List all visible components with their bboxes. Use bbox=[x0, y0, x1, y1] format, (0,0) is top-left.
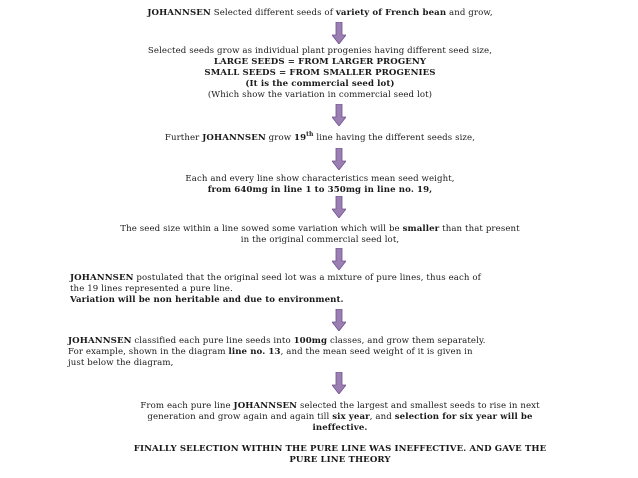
step-line bbox=[70, 273, 630, 284]
down-arrow-icon bbox=[332, 22, 346, 44]
text-run: and grow, bbox=[446, 8, 493, 18]
text-run: in the original commercial seed lot, bbox=[240, 235, 400, 245]
text-run: JOHANNSEN bbox=[70, 273, 134, 283]
step-six-year-selection bbox=[60, 401, 620, 434]
text-run: 100mg bbox=[293, 336, 328, 346]
text-run: Selected seeds grow as individual plant progenies having different seed size, bbox=[147, 46, 493, 56]
step-line bbox=[50, 46, 590, 57]
step-variation-within-line bbox=[50, 224, 590, 246]
text-run: classified each pure line seeds into bbox=[131, 336, 294, 346]
step-line bbox=[70, 284, 630, 295]
text-run: SMALL SEEDS = FROM SMALLER PROGENIES bbox=[204, 68, 436, 78]
step-line bbox=[68, 336, 628, 347]
text-run: JOHANNSEN bbox=[233, 401, 298, 411]
down-arrow-icon bbox=[332, 372, 346, 394]
step-grow-19-lines bbox=[50, 133, 590, 144]
text-run: FINALLY SELECTION WITHIN THE PURE LINE WAS INEFFECTIVE. AND GAVE THE bbox=[133, 444, 547, 454]
text-run: , and bbox=[369, 412, 395, 422]
step-line bbox=[68, 358, 628, 369]
step-line bbox=[70, 295, 630, 306]
text-run: 19 bbox=[294, 133, 307, 143]
step-line bbox=[50, 68, 590, 79]
step-line bbox=[60, 412, 620, 423]
step-line bbox=[50, 224, 590, 235]
text-run: For example, shown in the diagram bbox=[68, 347, 229, 357]
text-run: From each pure line bbox=[140, 401, 234, 411]
step-line bbox=[50, 174, 590, 185]
text-run: line having the different seeds size, bbox=[313, 133, 476, 143]
text-run: generation and grow again and again till bbox=[147, 412, 333, 422]
step-seed-progenies bbox=[50, 46, 590, 101]
text-run: (Which show the variation in commercial seed lot) bbox=[207, 90, 433, 100]
step-line bbox=[50, 79, 590, 90]
text-run: ineffective. bbox=[312, 423, 368, 433]
down-arrow-icon bbox=[332, 196, 346, 218]
text-run: Further bbox=[164, 133, 203, 143]
step-johannsen-selected-seeds bbox=[50, 8, 590, 19]
superscript-text: th bbox=[306, 131, 314, 139]
text-run: selected the largest and smallest seeds to rise in next bbox=[297, 401, 540, 411]
text-run: than that present bbox=[439, 224, 520, 234]
step-line bbox=[60, 423, 620, 434]
text-run: the 19 lines represented a pure line. bbox=[70, 284, 233, 294]
text-run: JOHANNSEN bbox=[147, 8, 211, 18]
step-line bbox=[68, 347, 628, 358]
text-run: smaller bbox=[402, 224, 440, 234]
text-run: just below the diagram, bbox=[68, 358, 174, 368]
step-100mg-classes bbox=[68, 336, 628, 369]
text-run: variety of French bean bbox=[335, 8, 447, 18]
text-run: postulated that the original seed lot was a mixture of pure lines, thus each of bbox=[133, 273, 481, 283]
down-arrow-icon bbox=[332, 248, 346, 270]
text-run: PURE LINE THEORY bbox=[289, 455, 391, 465]
text-run: The seed size within a line sowed some variation which will be bbox=[120, 224, 403, 234]
text-run: JOHANNSEN bbox=[202, 133, 266, 143]
text-run: six year bbox=[332, 412, 370, 422]
text-run: grow bbox=[265, 133, 294, 143]
step-pure-line-postulate bbox=[70, 273, 630, 306]
step-conclusion-pure-line-theory bbox=[60, 444, 620, 466]
step-mean-seed-weight bbox=[50, 174, 590, 196]
text-run: from 640mg in line 1 to 350mg in line no. 19, bbox=[207, 185, 433, 195]
down-arrow-icon bbox=[332, 104, 346, 126]
text-run: (It is the commercial seed lot) bbox=[245, 79, 395, 89]
step-line bbox=[50, 8, 590, 19]
text-run: Each and every line show characteristics mean seed weight, bbox=[185, 174, 455, 184]
step-line bbox=[60, 401, 620, 412]
text-run: Variation will be non heritable and due to environment. bbox=[70, 295, 344, 305]
text-run: LARGE SEEDS = FROM LARGER PROGENY bbox=[213, 57, 427, 67]
text-run: Selected different seeds of bbox=[210, 8, 336, 18]
step-line bbox=[50, 185, 590, 196]
down-arrow-icon bbox=[332, 148, 346, 170]
step-line bbox=[60, 444, 620, 455]
text-run: selection for six year will be bbox=[394, 412, 533, 422]
text-run: , and the mean seed weight of it is given in bbox=[280, 347, 473, 357]
text-run: JOHANNSEN bbox=[68, 336, 132, 346]
text-run: line no. 13 bbox=[228, 347, 281, 357]
step-line bbox=[50, 133, 590, 144]
step-line bbox=[50, 57, 590, 68]
text-run: classes, and grow them separately. bbox=[327, 336, 486, 346]
down-arrow-icon bbox=[332, 309, 346, 331]
step-line bbox=[50, 90, 590, 101]
step-line bbox=[50, 235, 590, 246]
step-line bbox=[60, 455, 620, 466]
